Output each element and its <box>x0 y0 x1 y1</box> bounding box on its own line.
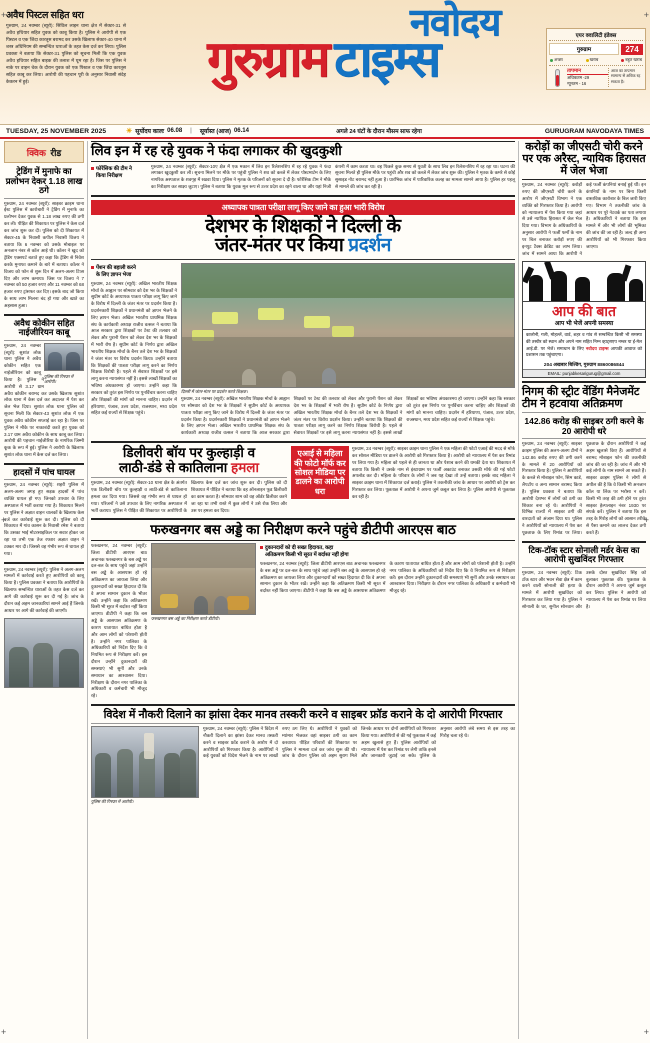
livein-subpoint <box>91 166 147 180</box>
air-quality-widget <box>546 28 646 90</box>
ai-morph-redbox: एआई से महिला की फोटो मॉर्फ कर सोशल मीडिया पर डालने का आरोपी धरा <box>291 446 349 499</box>
aqi-heading: एयर क्वालिटी इंडेक्स <box>549 31 643 41</box>
crop-mark-tl: + <box>1 10 7 20</box>
ad-body-text: कालोनी, गली, मोहल्लें, वार्ड, शहर व गांव से सम्बन्धित किसी भी समस्या की तस्वीर को स्थान और अपने नाम सहित निम्न व्हाट्सएप नम्बर या ई-मेल आई.डी. पर भेजें। समाधान के लिए <box>526 332 642 351</box>
quick-read-tag <box>4 141 84 163</box>
sunset-label: सूर्यास्त (आज) <box>199 129 231 135</box>
quick-read-tag-2: रीड <box>50 148 62 158</box>
busstand-body-right: फरुखनगर, 24 नवम्बर (ब्यूरो): जिला डीटीपी आरएस बाठ अचानक फरुखनगर के बस अड्डे पर दल-बल के साथ पहुंचे जहां उन्होंने बस अड्डे के आसपास हो रहे अतिक्रमण का जायजा लिया और दुकानदारों को सख्त हिदायत दी कि वे अपना सामान दुकान के भीतर रखें। उन्होंने कहा कि अतिक्रमण किसी भी सूरत में बर्दाश्त नहीं किया जाएगा। डीटीपी ने कहा कि बस अड्डे के आसपास अतिक्रमण के कारण यातायात बाधित होता है और आम लोगों को परेशानी होती है। उन्होंने नगर पालिका के अधिकारियों को निर्देश दिए कि वे नियमित रूप से निरीक्षण करें। इस दौरान उन्होंने दुकानदारों की समस्याएं भी सुनीं और उनके समाधान का आश्वासन दिया। निरीक्षण के दौरान नगर पालिका के अधिकारी व कर्मचारी भी मौजूद रहे। <box>260 560 515 594</box>
aqi-legend-poor: खराब <box>586 57 599 63</box>
teachers-subpoint-2: के लिए ज्ञापन भेजा <box>96 271 132 278</box>
teachers-headline-highlight: प्रदर्शन <box>348 235 391 257</box>
sunrise-info: ☀ सूर्योदय कालः 06.08 | सूर्यास्त (आज) 06.14 <box>126 128 249 135</box>
right-story-tiktok <box>522 546 646 611</box>
right-story-nigam <box>522 386 646 413</box>
left-story-cocaine-body: गुरुग्राम, 24 नवम्बर (ब्यूरो): सुशांत लोक थाना पुलिस ने अवैध कोकीन सहित एक नाईजीरियन को काबू किया है। पुलिस ने आरोपी से 3.17 ग्राम अवैध कोकीन बरामद कर उसके खिलाफ सुशांत लोक थाना में केस दर्ज कर अदालत में पेश कर जेल भेज दिया। सुशांत लोक थाना पुलिस को सूचना मिली कि सेक्टर-43 सुशांत लोक में एक युवक अवैध कोकीन सप्लाई कर रहा है। जिस पर पुलिस ने मौके पर नाकाबंदी करते हुए युवक को 3.17 ग्राम अवैध कोकीन के साथ काबू कर लिया। आरोपी की पहचान नाईजीरिया के नागरिक जिम्मी कूक के रूप में हुई। पुलिस ने आरोपी के खिलाफ सुशांत लोक थाना में केस दर्ज कर लिया। <box>4 342 84 458</box>
left-bottom-photo <box>4 618 84 688</box>
side-story-headline: अवैध पिस्टल सहित धरा <box>6 10 84 21</box>
teachers-headline-line2: जंतर-मंतर पर किया प्रदर्शन <box>214 235 391 257</box>
temperature-box <box>565 68 609 87</box>
crop-mark-tr: + <box>643 10 649 20</box>
teachers-headline-line1: देशभर के शिक्षकों ने दिल्ली के <box>205 215 401 237</box>
ad-email[interactable]: EMAIL: punjabkesarigurug@gmail.com <box>523 369 645 377</box>
livein-subpoint-1: फोरेंसिक की टीम ने <box>96 165 132 172</box>
crop-mark-br: + <box>643 1027 649 1037</box>
left-story-accidents <box>4 468 84 558</box>
center-story-livein-body: गुरुग्राम, 24 नवम्बर (ब्यूरो): सेक्टर-10ए क्षेत्र में एक मकान में लिव इन रिलेशनशिप में रह रहे युवक ने फंदा लगाकर खुदकुशी कर ली। सूचना मिलने पर मौके पर पहुंची पुलिस ने शव को कब्जे में लेकर पोस्टमार्टम के लिए नागरिक अस्पताल के शवगृह में रखवा दिया। पुलिस ने मृतक के परिजनों को सूचना दे दी है। फोरेंसिक टीम ने मौके का निरीक्षण कर साक्ष्य जुटाए। पुलिस ने बताया कि युवक मूल रूप से उत्तर प्रदेश का रहने वाला था और यहां निजी कंपनी में काम करता था। वह पिछले कुछ समय से युवती के साथ लिव इन रिलेशनशिप में रह रहा था। घटना की सूचना मिलते ही पुलिस मौके पर पहुंची और शव को कब्जे में लेकर जांच शुरू की। पुलिस ने मृतक के कमरे से कोई सुसाइड नोट बरामद नहीं हुआ है। प्रारंभिक जांच में पारिवारिक कलह का मामला सामने आया है। पुलिस हर पहलू से मामले की जांच कर रही है। <box>151 163 515 190</box>
busstand-photo <box>151 543 256 615</box>
weather-note: अगले 24 घंटों के दौरान मौसम साफ रहेगा <box>336 129 422 135</box>
aqi-legend <box>549 57 643 63</box>
edition-name: GURUGRAM NAVODAYA TIMES <box>544 127 644 135</box>
center-story-delivery <box>91 446 515 514</box>
side-story-body: गुरुग्राम, 24 नवम्बर (ब्यूरो): सिविल लाइन थाना क्षेत्र में सेक्टर-31 से अवैध हथियार सहित युवक को काबू किया है। पुलिस ने आरोपी से एक पिस्टल व एक जिंदा कारतूस बरामद कर उसके खिलाफ सेक्टर-40 थाना में शस्त्र अधिनियम की सम्बन्धित धाराओं के तहत केस दर्ज कर लिया। पुलिस प्रवक्ता ने बताया कि सेक्टर-31 पुलिस को सूचना मिली कि एक युवक अवैध हथियार सहित बाइक की तलाश में घूम रहा है। जिस पर पुलिस ने नाके पर वाहन चेक के दौरान युवक को एक पिस्टल व एक जिंदा कारतूस सहित काबू कर लिया। आरोपी की पहचान पूरी के अनुसार निवासी संदेह केकरन में हुई। <box>6 23 126 84</box>
masthead-side-story <box>6 8 126 86</box>
left-story-trading-body: गुरुग्राम, 24 नवम्बर (ब्यूरो): साइबर क्राइम थाना ईस्ट पुलिस में कारोबारी ने ट्रेडिंग में मुनाफे का प्रलोभन देकर युवक से 1.18 लाख रुपए की ठगी कर ली। पीड़ित की शिकायत पर पुलिस ने केस दर्ज कर जांच शुरू कर दी। पुलिस को दी शिकायत में सेक्टर-45 के निवासी कपील निवासी विजय ने बताया कि 6 नवम्बर को उसके मोबाइल पर अनजान नंबर से कॉल आई थी। कॉलर ने खुद को ट्रेडिंग एक्सपर्ट बताते हुए कहा कि ट्रेडिंग से निवेश करके मुनाफा कमाने के बारे में बताया। कॉलर ने विजय को फोन से शुरू दिन में अलग-अलग टिप्स दिए और लाभ कमाया। जिस पर विजय ने 7 नवम्बर को 50 हजार रुपए और 11 नवम्बर को 68 हजार रुपए ट्रांसफर कर दिए। इसके बाद जो किया के साथ लाभ मिलना बंद हो गया और खाते का अहसास हुआ। <box>4 200 84 308</box>
teachers-subpoint-1: पेंशन की बहाली करने <box>96 264 136 271</box>
left-story-cocaine-headline: अवैध कोकीन सहित नाईजीरियन काबू <box>13 317 75 338</box>
left-story-photo <box>44 343 84 371</box>
gst-headline: करोड़ों का जीएसटी चोरी करने पर एक अरैस्ट, न्यायिक हिरासत में जेल भेजा <box>522 141 646 180</box>
temp-max: अधिकतम -29 <box>567 75 590 80</box>
sunrise-time: 06.08 <box>167 128 183 134</box>
nigam-headline-line2: टीम ने हटवाया अतिक्रमण <box>522 397 623 410</box>
sunset-time: 06.14 <box>233 128 249 134</box>
busstand-bullet-2: अतिक्रमण किसी भी सूरत में बर्दाश्त नहीं होगा <box>265 551 349 558</box>
center-story-livein <box>91 141 515 191</box>
livein-subpoint-2: किया निरीक्षण <box>96 172 123 179</box>
date-bar <box>0 125 650 139</box>
center-story-livein-headline: लिव इन में रह रहे युवक ने फंदा लगाकर की खुदकुशी <box>91 141 515 162</box>
ad-body-text-2: आपकी आवाज को प्रशासन तक पहुंचाएगा। <box>526 345 643 358</box>
busstand-bullet <box>260 545 515 559</box>
cyber-headline: 142.86 करोड़ की साइबर ठगी करने के 20 आरोपी धरे <box>524 416 644 436</box>
left-story-misc <box>4 567 84 615</box>
center-story-trafficking <box>91 709 515 805</box>
tiktok-body: गुरुग्राम, 24 नवम्बर (ब्यूरो): टिक टॉक स्टार और भवन सेवा क्षेत्र में काम करने वाली सोनाली की हत्या के मामले में आरोपी सुखविंदर को गिरफ्तार कर लिया गया है। पुलिस ने सोनाली के घर, सुनील सोनवान और उसके दोस्त सुखविंदर सिंह को बुलाकर पूछताछ की। पूछताछ के दौरान आरोपी ने अपना जुर्म कबूल कर लिया। पुलिस ने आरोपी को न्यायालय में पेश कर रिमांड पर लिया है। <box>522 569 646 609</box>
left-story-trading <box>4 167 84 310</box>
ai-morph-body: गुरुग्राम, 24 नवम्बर (ब्यूरो): साइबर क्राइम थाना पुलिस ने एक महिला की फोटो एआई की मदद से मॉर्फ कर सोशल मीडिया पर डालने के आरोपी को गिरफ्तार किया है। आरोपी को न्यायालय में पेश कर रिमांड पर लिया गया है। महिला को पहले से ही जानता था और पेशाब करने की धमकी देता था। शिकायत में बताया कि किसी ने उसके नाम से इंस्टाग्राम पर फर्जी अकाउंट बनाकर उसकी मॉर्फ की गई फोटो अपलोड कर दी। महिला के परिवार के लोगों ने जब यह देखा तो उन्हें बताया। इसके बाद महिला ने साइबर क्राइम थाना में शिकायत दर्ज कराई। पुलिस ने तकनीकी जांच के आधार पर आरोपी को ट्रेस कर गिरफ्तार कर लिया। पूछताछ में आरोपी ने अपना जुर्म कबूल कर लिया है। पुलिस आरोपी से पूछताछ कर रही है। <box>352 446 515 499</box>
delivery-headline-highlight: हमला <box>231 459 259 475</box>
crop-mark-ml: + <box>1 515 7 525</box>
aqi-legend-good: अच्छा <box>550 57 563 63</box>
masthead-title-times: टाइम्स <box>334 30 439 87</box>
tiktok-headline: टिक-टॉक स्टार सोनाली मर्डर केस का आरोपी सुखविंदर गिरफ्तार <box>528 544 640 565</box>
teachers-kicker: अध्यापक पात्रता परीक्षा लागू किए जाने का हुआ भारी विरोध <box>91 200 515 215</box>
aqi-value: 274 <box>621 44 643 55</box>
left-story-accidents-headline: हादसों में पांच घायल <box>13 466 75 477</box>
left-story-misc-body: गुरुग्राम, 24 नवम्बर (ब्यूरो): पुलिस ने अलग-अलग मामलों में कार्रवाई करते हुए आरोपियों को काबू किया है। पुलिस प्रवक्ता ने बताया कि आरोपियों के खिलाफ सम्बन्धित धाराओं के तहत केस दर्ज कर आगे की कार्रवाई शुरू कर दी गई है। जांच के दौरान कई अहम जानकारियां सामने आई हैं जिनके आधार पर आगे की कार्रवाई की जाएगी। <box>4 566 84 613</box>
trafficking-photo-caption: पुलिस की गिरफ्त में आरोपी। <box>91 799 134 805</box>
teachers-body-right: गुरुग्राम, 24 नवम्बर (ब्यूरो): अखिल भारतीय शिक्षक मोर्चा के आह्वान पर सोमवार को देश भर के शिक्षकों ने सुप्रीम कोर्ट के अध्यापक पात्रता परीक्षा लागू किए जाने के विरोध में दिल्ली के जंतर मंतर पर प्रदर्शन किया है। प्रदर्शनकारी शिक्षकों ने प्रधानमंत्री को ज्ञापन भेजने के लिए ज्ञापन भेजा। अखिल भारतीय प्राथमिक शिक्षक संघ के कार्यकारी अध्यक्ष राजीव वत्सल ने बताया कि आज सरकार द्वारा शिक्षकों पर टेस्ट की तलवार को लेकर और पुरानी पेंशन को लेकर देश भर के शिक्षकों में भारी रोष है। सुप्रीम कोर्ट के निर्णय द्वारा अखिल भारतीय शिक्षक मोर्चा के बैनर तले देश भर के शिक्षकों ने जंतर मंतर पर विरोध प्रदर्शन किया। उन्होंने बताया कि शिक्षकों की पात्रता परीक्षा लागू करने का निर्णय शिक्षक विरोधी है। पहले से सेवारत शिक्षकों पर इसे लागू करना न्यायसंगत नहीं है। इससे लाखों शिक्षकों का भविष्य अंधकारमय हो जाएगा। उन्होंने कहा कि सरकार को तुरंत इस निर्णय पर पुनर्विचार करना चाहिए और शिक्षकों की मांगों को मानना चाहिए। प्रदर्शन में हरियाणा, पंजाब, उत्तर प्रदेश, राजस्थान, मध्य प्रदेश सहित कई राज्यों से शिक्षक पहुंचे। <box>181 396 515 436</box>
cyber-body: गुरुग्राम, 24 नवम्बर (ब्यूरो): साइबर क्राइम पुलिस की अलग-अलग टीमों ने 142.86 करोड़ रुपए की ठगी करने के मामले में 20 आरोपियों को गिरफ्तार किया है। पुलिस ने आरोपियों के कब्जे से मोबाइल फोन, सिम कार्ड, लैपटॉप व अन्य सामान बरामद किया है। पुलिस प्रवक्ता ने बताया कि आरोपी देशभर में लोगों को ठगी का शिकार बना रहे थे। आरोपियों ने विभिन्न राज्यों में साइबर ठगी की वारदातों को अंजाम दिया था। पुलिस ने आरोपियों को न्यायालय में पेश कर पूछताछ के लिए रिमांड पर लिया। पूछताछ के दौरान आरोपियों ने कई अहम खुलासे किए हैं। आरोपियों से बरामद मोबाइल फोन की तकनीकी जांच की जा रही है। जांच में और भी कई लोगों के नाम सामने आ सकते हैं। साइबर क्राइम पुलिस ने लोगों से अपील की है कि वे किसी भी अनजान कॉल या लिंक पर भरोसा न करें। किसी भी तरह की ठगी होने पर तुरंत साइबर हेल्पलाइन नंबर 1930 पर संपर्क करें। पुलिस ने बताया कि इस तरह के गिरोह लोगों को आसान तरीके से पैसा कमाने का लालच देकर ठगी करते हैं। <box>522 441 646 535</box>
aqi-legend-verypoor: बहुत खराब <box>621 57 642 63</box>
sun-icon: ☀ <box>126 128 133 135</box>
temp-min: न्यूनतम - 16 <box>567 81 587 87</box>
ad-phone[interactable]: 204 अखबार बिल्डिंग, गुरुग्राम 8860086844 <box>543 362 625 368</box>
masthead-title-gurugram: गुरुग्राम <box>207 30 329 87</box>
trafficking-headline: विदेश में नौकरी दिलाने का झांसा देकर मानव तस्करी करने व साइबर फ्रॉड कराने के दो आरोपी गिरफ्तार <box>103 708 503 721</box>
temp-heading: तापमान <box>567 68 608 75</box>
ad-subtitle: आप भी भेजें अपनी समस्या <box>523 319 645 330</box>
nigam-headline-line1: निगम की स्ट्रीट वेंडिंग मैनेजमेंट <box>522 385 640 398</box>
sunrise-label: सूर्योदय कालः <box>135 129 165 135</box>
ad-brand-highlight: नवोदय टाइम्स <box>585 345 609 351</box>
masthead <box>0 0 650 125</box>
busstand-headline: फरुखनगर बस अड्डे का निरीक्षण करने पहुंचे डीटीपी आरएस बाठ <box>91 523 515 541</box>
crop-mark-bl: + <box>1 1027 7 1037</box>
left-story-photo-caption: पुलिस की गिरफ्त में आरोपी। <box>44 373 74 385</box>
trafficking-body: गुरुग्राम, 24 नवम्बर (ब्यूरो): पुलिस ने विदेश में नौकरी दिलाने का झांसा देकर मानव तस्करी करने व साइबर फ्रॉड कराने के आरोप में दो आरोपियों को गिरफ्तार किया है। आरोपियों ने कई युवकों को विदेश भेजने के नाम पर लाखों रुपए ठग लिए थे। आरोपियों ने युवकों को म्यांमार भेजकर वहां साइबर ठगी का काम करवाया। पीड़ित परिवारों की शिकायत पर पुलिस ने मामला दर्ज कर जांच शुरू की थी। जांच के दौरान पुलिस को अहम सुराग मिले जिनके आधार पर दोनों आरोपियों को गिरफ्तार किया गया। आरोपियों से की गई पूछताछ में कई अहम खुलासे हुए हैं। पुलिस आरोपियों को न्यायालय में पेश कर रिमांड पर लेगी ताकि इनसे और जानकारी जुटाई जा सके। पुलिस के अनुसार आरोपी लंबे समय से इस तरह का गिरोह चला रहे थे। <box>203 726 515 759</box>
publication-date: TUESDAY, 25 NOVEMBER 2025 <box>6 127 107 135</box>
trafficking-photo <box>91 726 199 798</box>
right-column <box>518 141 646 1039</box>
thermometer-icon <box>549 68 565 87</box>
teachers-body-left: गुरुग्राम, 24 नवम्बर (ब्यूरो): अखिल भारतीय शिक्षक मोर्चा के आह्वान पर सोमवार को देश भर के शिक्षकों ने सुप्रीम कोर्ट के अध्यापक पात्रता परीक्षा लागू किए जाने के विरोध में दिल्ली के जंतर मंतर पर प्रदर्शन किया है। प्रदर्शनकारी शिक्षकों ने प्रधानमंत्री को ज्ञापन भेजने के लिए ज्ञापन भेजा। अखिल भारतीय प्राथमिक शिक्षक संघ के कार्यकारी अध्यक्ष राजीव वत्सल ने बताया कि आज सरकार द्वारा शिक्षकों पर टेस्ट की तलवार को लेकर और पुरानी पेंशन को लेकर देश भर के शिक्षकों में भारी रोष है। सुप्रीम कोर्ट के निर्णय द्वारा अखिल भारतीय शिक्षक मोर्चा के बैनर तले देश भर के शिक्षकों ने जंतर मंतर पर विरोध प्रदर्शन किया। उन्होंने बताया कि शिक्षकों की पात्रता परीक्षा लागू करने का निर्णय शिक्षक विरोधी है। पहले से सेवारत शिक्षकों पर इसे लागू करना न्यायसंगत नहीं है। इससे लाखों शिक्षकों का भविष्य अंधकारमय हो जाएगा। उन्होंने कहा कि सरकार को तुरंत इस निर्णय पर पुनर्विचार करना चाहिए और शिक्षकों की मांगों को मानना चाहिए। प्रदर्शन में हरियाणा, पंजाब, उत्तर प्रदेश, राजस्थान, मध्य प्रदेश सहित कई राज्यों से शिक्षक पहुंचे। <box>91 280 177 416</box>
teachers-protest-photo <box>181 263 515 388</box>
crop-mark-mr: + <box>643 515 649 525</box>
ad-body <box>523 330 645 360</box>
ad-silhouette-art <box>523 262 645 302</box>
left-story-accidents-body: गुरुग्राम, 24 नवम्बर (ब्यूरो): शहरी पुलिस में अलग-अलग जगह हुए सड़क हादसों में पांच व्यक्ति घायल हो गए। जिनको उपचार के लिए अस्पताल में भर्ती कराया गया है। शिकायत मिलने पर पुलिस ने अज्ञात वाहन चालकों के खिलाफ केस दर्ज कर कार्रवाई शुरू कर दी। पुलिस को दी शिकायत में गांव कासन के निवासी रमेश ने बताया कि उसका भाई मोटरसाइकिल पर सवार होकर जा रहा था तभी एक तेज रफ्तार अज्ञात वाहन ने टक्कर मार दी। जिससे वह गंभीर रूप से घायल हो गया। <box>4 482 84 556</box>
center-story-busstand <box>91 523 515 700</box>
center-story-teachers <box>91 200 515 437</box>
gst-body: गुरुग्राम, 24 नवम्बर (ब्यूरो): करोड़ों रुपए की जीएसटी चोरी करने के आरोप में जीएसटी विभाग ने एक व्यक्ति को गिरफ्तार किया है। आरोपी को न्यायालय में पेश किया गया जहां से उसे न्यायिक हिरासत में जेल भेज दिया गया। विभाग के अधिकारियों के अनुसार आरोपी ने फर्जी फर्मों के नाम पर बिल बनाकर करोड़ों रुपए की इनपुट टैक्स क्रेडिट का लाभ लिया। जांच में सामने आया कि आरोपी ने कई फर्जी कंपनियां बनाई हुई थीं। इन कंपनियों के नाम पर बिना किसी वास्तविक कारोबार के बिल जारी किए गए। विभाग ने तकनीकी जांच के आधार पर पूरे नेटवर्क का पता लगाया है। अधिकारियों ने बताया कि इस मामले में और भी लोगों की भूमिका की जांच की जा रही है। जल्द ही अन्य आरोपियों को भी गिरफ्तार किया जाएगा। <box>522 182 646 256</box>
left-story-cocaine <box>4 319 84 459</box>
delivery-headline-line1: डिलीवरी बॉय पर कुल्हाड़ी व <box>122 445 256 461</box>
aqi-note: आज का तापमान सामान्य से अधिक रह सकता है। <box>611 68 641 84</box>
masthead-title-navodaya: नवोदय <box>409 2 500 44</box>
center-column <box>88 141 518 1039</box>
aqi-city: गुरुग्राम <box>549 43 619 55</box>
masthead-title <box>128 2 518 87</box>
delivery-headline-line2: लाठी-डंडे से कातिलाना हमला <box>119 459 259 475</box>
busstand-body-left: फरुखनगर, 24 नवम्बर (ब्यूरो): जिला डीटीपी आरएस बाठ अचानक फरुखनगर के बस अड्डे पर दल-बल के साथ पहुंचे जहां उन्होंने बस अड्डे के आसपास हो रहे अतिक्रमण का जायजा लिया और दुकानदारों को सख्त हिदायत दी कि वे अपना सामान दुकान के भीतर रखें। उन्होंने कहा कि अतिक्रमण किसी भी सूरत में बर्दाश्त नहीं किया जाएगा। डीटीपी ने कहा कि बस अड्डे के आसपास अतिक्रमण के कारण यातायात बाधित होता है और आम लोगों को परेशानी होती है। उन्होंने नगर पालिका के अधिकारियों को निर्देश दिए कि वे नियमित रूप से निरीक्षण करें। इस दौरान उन्होंने दुकानदारों की समस्याएं भी सुनीं और उनके समाधान का आश्वासन दिया। निरीक्षण के दौरान नगर पालिका के अधिकारी व कर्मचारी भी मौजूद रहे। <box>91 542 147 699</box>
ad-title: आप की बात <box>551 303 617 320</box>
delivery-body: गुरुग्राम, 24 नवम्बर (ब्यूरो): सेक्टर-10 थाना क्षेत्र के अंतर्गत एक डिलीवरी बॉय पर कुल्हाड़ी व लाठी-डंडे से कातिलाना हमला कर दिया गया। जिससे वह गंभीर रूप से घायल हो गया। परिजनों ने उसे उपचार के लिए नागरिक अस्पताल में भर्ती कराया। पुलिस ने पीड़ित की शिकायत पर आरोपियों के खिलाफ केस दर्ज कर जांच शुरू कर दी। पुलिस को दी शिकायत में पीड़ित ने बताया कि वह ऑनलाइन फूड डिलीवरी का काम करता है। सोमवार शाम को वह ऑर्डर डिलीवर करने जा रहा था तभी रास्ते में कुछ लोगों ने उसे रोक लिया और उस पर हमला कर दिया। <box>91 480 287 513</box>
content-grid <box>0 139 650 1039</box>
teachers-photo-caption: दिल्ली में जंतर-मंतर पर प्रदर्शन करते शिक्षक। <box>181 388 248 394</box>
right-story-gst <box>522 141 646 257</box>
teachers-subpoint <box>91 265 177 279</box>
left-column <box>4 141 88 1039</box>
busstand-bullet-1: दुकानदारों को दी सख्त हिदायत, कहा <box>265 544 334 551</box>
right-story-cyber <box>522 417 646 537</box>
aap-ki-baat-ad[interactable] <box>522 261 646 377</box>
busstand-photo-caption: फरुखनगर बस अड्डे का निरीक्षण करते डीटीपी। <box>151 615 220 621</box>
left-story-trading-headline: ट्रेडिंग में मुनाफे का प्रलोभन देकर 1.18 लाख ठगे <box>5 166 83 196</box>
quick-read-tag-1: क्विक <box>26 148 46 158</box>
